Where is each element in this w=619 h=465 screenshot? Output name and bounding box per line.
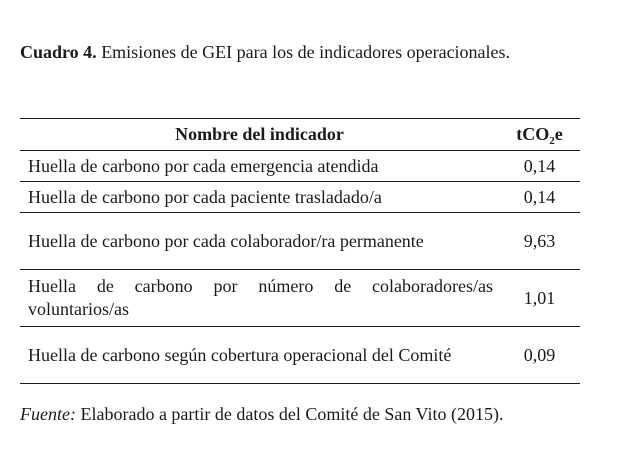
caption-text: Emisiones de GEI para los de indicadores operacionales. bbox=[101, 42, 511, 62]
caption-label: Cuadro 4. bbox=[20, 42, 97, 62]
table-row bbox=[20, 327, 580, 384]
indicator-name: Huella de carbono por cada emergencia atendida bbox=[20, 151, 499, 182]
indicator-value: 0,09 bbox=[499, 327, 580, 384]
source-label: Fuente: bbox=[20, 404, 76, 424]
indicator-value: 9,63 bbox=[499, 213, 580, 270]
header-unit bbox=[499, 119, 580, 151]
indicator-name: Huella de carbono por cada paciente trasladado/a bbox=[20, 182, 499, 213]
header-unit-prefix: tCO bbox=[516, 124, 550, 144]
header-unit-suffix: e bbox=[554, 124, 563, 144]
indicator-value: 1,01 bbox=[499, 270, 580, 327]
table-header-row bbox=[20, 119, 580, 151]
table-row bbox=[20, 213, 580, 270]
table-row bbox=[20, 182, 580, 213]
indicator-name: Huella de carbono por cada colaborador/ra permanente bbox=[20, 213, 499, 270]
header-indicator: Nombre del indicador bbox=[20, 119, 499, 151]
indicator-value: 0,14 bbox=[499, 182, 580, 213]
table-caption bbox=[20, 40, 510, 64]
header-unit-sub: 2 bbox=[549, 135, 555, 147]
indicator-name: Huella de carbono por número de colaboradores/as voluntarios/as bbox=[20, 270, 499, 327]
indicators-table bbox=[20, 118, 580, 384]
table-source bbox=[20, 402, 503, 426]
table-row bbox=[20, 270, 580, 327]
table-row bbox=[20, 151, 580, 182]
indicator-name: Huella de carbono según cobertura operacional del Comité bbox=[20, 327, 499, 384]
indicator-value: 0,14 bbox=[499, 151, 580, 182]
source-text: Elaborado a partir de datos del Comité de San Vito (2015). bbox=[80, 404, 504, 424]
